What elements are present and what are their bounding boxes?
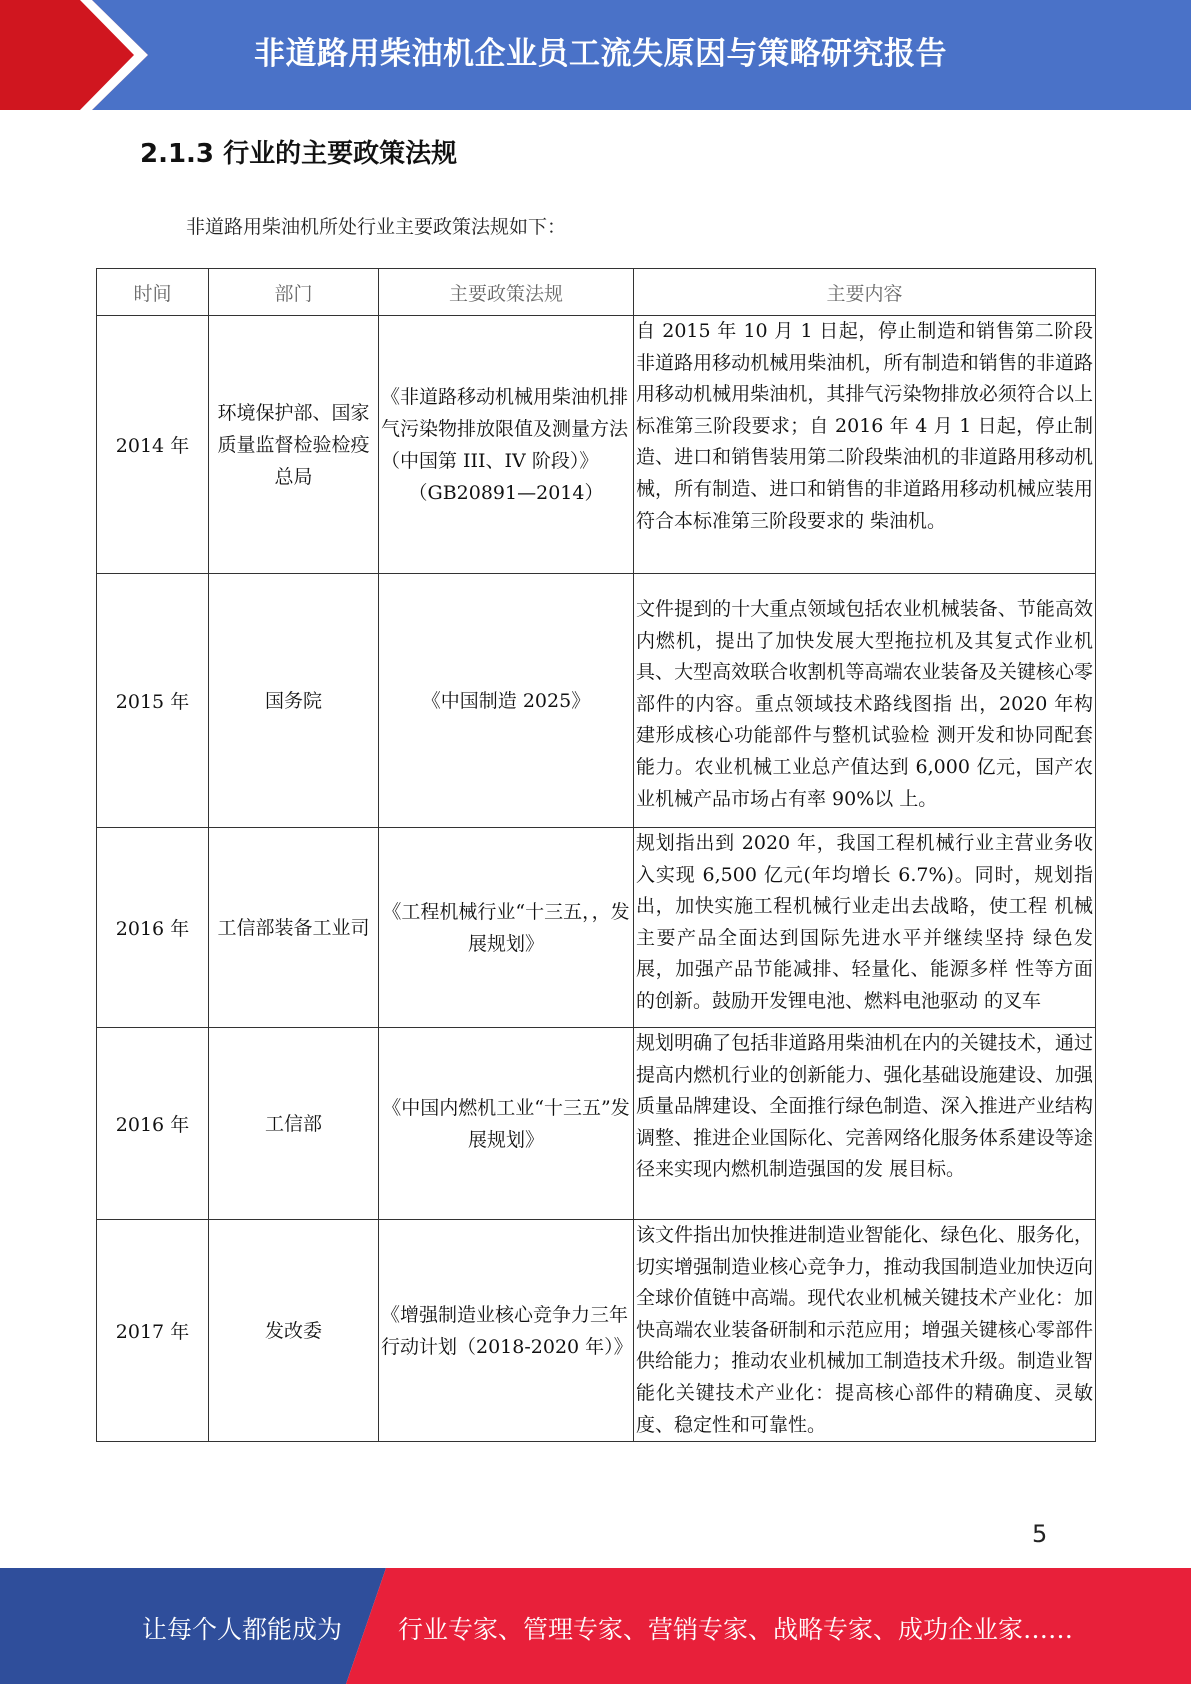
cell-dept: 国务院 bbox=[209, 574, 379, 828]
law-title: 《非道路移动机械用柴油机排气污染物排放限值及测量方法（中国第 III、IV 阶段）》 bbox=[381, 385, 629, 472]
law-title: 《中国制造 2025》 bbox=[421, 689, 591, 712]
cell-dept: 发改委 bbox=[209, 1220, 379, 1442]
cell-content bbox=[634, 1028, 1096, 1220]
cell-law bbox=[379, 1028, 634, 1220]
cell-year: 2016 年 bbox=[97, 828, 209, 1028]
law-title: 《中国内燃机工业“十三五”发展规划》 bbox=[382, 1096, 630, 1151]
content-text: 规划指出到 2020 年，我国工程机械行业主营业务收入实现 6,500 亿元(年均增长 6.7%)。同时，规划指出，加快实施工程机械行业走出去战略，使工程 机械主要产品全面达到国际先进水平并继续坚持 绿色发展，加强产品节能减排、轻量化、能源多样 性等方面的创新。鼓励开发锂电池、燃料电池驱动 的叉车 bbox=[636, 832, 1093, 1012]
table-row bbox=[97, 574, 1096, 828]
header-law: 主要政策法规 bbox=[379, 269, 634, 316]
content-text: 规划明确了包括非道路用柴油机在内的关键技术，通过提高内燃机行业的创新能力、强化基础设施建设、加强质量品牌建设、全面推行绿色制造、深入推进产业结构调整、推进企业国际化、完善网络化服务体系建设等途径来实现内燃机制造强国的发 展目标。 bbox=[636, 1032, 1093, 1181]
footer-slogan-right: 行业专家、管理专家、营销专家、战略专家、成功企业家…… bbox=[398, 1615, 1074, 1644]
cell-law bbox=[379, 1220, 634, 1442]
cell-dept: 工信部装备工业司 bbox=[209, 828, 379, 1028]
cell-dept: 环境保护部、国家质量监督检验检疫总局 bbox=[209, 316, 379, 574]
cell-year: 2015 年 bbox=[97, 574, 209, 828]
table-row bbox=[97, 316, 1096, 574]
footer-slogan-left: 让每个人都能成为 bbox=[142, 1615, 343, 1644]
cell-dept: 工信部 bbox=[209, 1028, 379, 1220]
header-content: 主要内容 bbox=[634, 269, 1096, 316]
content-text: 文件提到的十大重点领域包括农业机械装备、节能高效内燃机，提出了加快发展大型拖拉机及其复式作业机具、大型高效联合收割机等高端农业装备及关键核心零部件的内容。重点领域技术路线图指 出，2020 年构建形成核心功能部件与整机试验检 测开发和协同配套能力。农业机械工业总产值达到 6,000 亿元，国产农业机械产品市场占有率 90%以 上。 bbox=[636, 598, 1093, 810]
table-row bbox=[97, 1028, 1096, 1220]
cell-content bbox=[634, 828, 1096, 1028]
cell-content bbox=[634, 574, 1096, 828]
law-title: 《工程机械行业“十三五，，发 展规划》 bbox=[382, 900, 630, 955]
cell-year: 2016 年 bbox=[97, 1028, 209, 1220]
cell-content bbox=[634, 1220, 1096, 1442]
report-title: 非道路用柴油机企业员工流失原因与策略研究报告 bbox=[254, 36, 947, 72]
cell-content bbox=[634, 316, 1096, 574]
cell-year: 2017 年 bbox=[97, 1220, 209, 1442]
cell-year: 2014 年 bbox=[97, 316, 209, 574]
header-bar bbox=[0, 0, 1191, 110]
header-time: 时间 bbox=[97, 269, 209, 316]
header-dept: 部门 bbox=[209, 269, 379, 316]
content-text: 该文件指出加快推进制造业智能化、绿色化、服务化，切实增强制造业核心竞争力，推动我国制造业加快迈向全球价值链中高端。现代农业机械关键技术产业化：加快高端农业装备研制和示范应用；增强关键核心零部件供给能力；推动农业机械加工制造技术升级。制造业智能化关键技术产业化：提高核心部件的精确度、灵敏度、稳定性和可靠性。 bbox=[636, 1224, 1093, 1436]
law-code: （GB20891—2014） bbox=[408, 481, 604, 504]
cell-law bbox=[379, 574, 634, 828]
intro-paragraph: 非道路用柴油机所处行业主要政策法规如下： bbox=[186, 216, 567, 238]
page-number: 5 bbox=[1032, 1520, 1048, 1548]
law-title: 《增强制造业核心竞争力三年行动计划（2018-2020 年）》 bbox=[381, 1303, 633, 1358]
header-arrow-decoration bbox=[0, 0, 150, 110]
footer-bar bbox=[0, 1568, 1191, 1684]
section-heading: 2.1.3 行业的主要政策法规 bbox=[140, 139, 458, 169]
table-row bbox=[97, 828, 1096, 1028]
content-text: 自 2015 年 10 月 1 日起，停止制造和销售第二阶段非道路用移动机械用柴油机，所有制造和销售的非道路用移动机械用柴油机，其排气污染物排放必须符合以上标准第三阶段要求；自 2016 年 4 月 1 日起，停止制造、进口和销售装用第二阶段柴油机的非道路用移动机械，所有制造、进口和销售的非道路用移动机械应装用符合本标准第三阶段要求的 柴油机。 bbox=[636, 320, 1093, 532]
cell-law bbox=[379, 828, 634, 1028]
table-row bbox=[97, 1220, 1096, 1442]
policy-table bbox=[96, 268, 1096, 1442]
cell-law bbox=[379, 316, 634, 574]
table-header-row bbox=[97, 269, 1096, 316]
